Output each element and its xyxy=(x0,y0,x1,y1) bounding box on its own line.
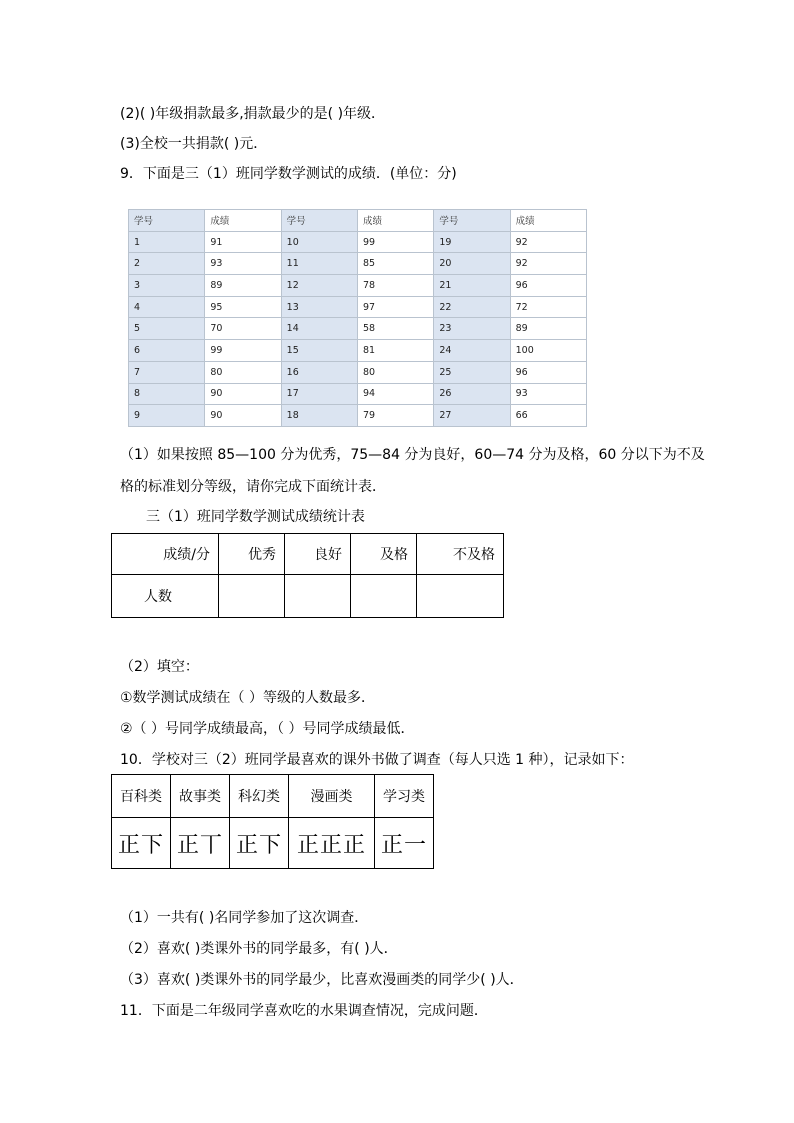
question-10-title: 10．学校对三（2）班同学最喜欢的课外书做了调查（每人只选 1 种），记录如下： xyxy=(120,752,634,768)
score-cell: 100 xyxy=(510,340,586,362)
stat-table-title: 三（1）班同学数学测试成绩统计表 xyxy=(146,509,365,525)
header-cell: 漫画类 xyxy=(289,775,375,818)
student-id-cell: 21 xyxy=(434,275,510,297)
student-id-cell: 13 xyxy=(281,296,357,318)
table-row xyxy=(129,383,587,405)
books-table-tally-row xyxy=(112,818,434,869)
score-cell: 91 xyxy=(205,231,281,253)
score-cell: 96 xyxy=(510,361,586,383)
student-id-cell: 10 xyxy=(281,231,357,253)
table-row xyxy=(129,275,587,297)
question-9-part-1-line-2: 格的标准划分等级，请你完成下面统计表． xyxy=(120,479,386,495)
scores-table xyxy=(128,209,587,427)
header-cell: 故事类 xyxy=(171,775,230,818)
answer-cell[interactable] xyxy=(417,575,504,618)
question-9-part-1-line-1: （1）如果按照 85—100 分为优秀，75—84 分为良好，60—74 分为及格，60 分以下为不及 xyxy=(120,447,705,463)
header-cell: 成绩 xyxy=(510,210,586,232)
question-9-part-2: （2）填空： xyxy=(120,659,199,675)
answer-cell[interactable] xyxy=(351,575,417,618)
student-id-cell: 11 xyxy=(281,253,357,275)
score-cell: 92 xyxy=(510,231,586,253)
question-9-part-2-item-2: ②（ ）号同学成绩最高，（ ）号同学成绩最低． xyxy=(120,721,415,737)
grade-stat-table xyxy=(111,533,504,618)
scores-table-header xyxy=(129,210,587,232)
books-table-header xyxy=(112,775,434,818)
header-cell: 不及格 xyxy=(417,534,504,575)
answer-cell[interactable] xyxy=(219,575,285,618)
score-cell: 80 xyxy=(357,361,433,383)
student-id-cell: 8 xyxy=(129,383,205,405)
score-cell: 85 xyxy=(357,253,433,275)
score-cell: 58 xyxy=(357,318,433,340)
student-id-cell: 22 xyxy=(434,296,510,318)
student-id-cell: 5 xyxy=(129,318,205,340)
tally-cell: 正下 xyxy=(112,818,171,869)
tally-cell: 正下 xyxy=(230,818,289,869)
table-row xyxy=(129,231,587,253)
score-cell: 90 xyxy=(205,405,281,427)
table-row xyxy=(129,253,587,275)
student-id-cell: 23 xyxy=(434,318,510,340)
student-id-cell: 4 xyxy=(129,296,205,318)
student-id-cell: 3 xyxy=(129,275,205,297)
student-id-cell: 6 xyxy=(129,340,205,362)
score-cell: 95 xyxy=(205,296,281,318)
table-row xyxy=(129,361,587,383)
score-cell: 96 xyxy=(510,275,586,297)
question-9-title: 9．下面是三（1）班同学数学测试的成绩．(单位：分) xyxy=(120,166,457,182)
score-cell: 89 xyxy=(510,318,586,340)
table-row xyxy=(129,340,587,362)
header-cell: 成绩 xyxy=(357,210,433,232)
score-cell: 93 xyxy=(510,383,586,405)
header-cell: 良好 xyxy=(285,534,351,575)
student-id-cell: 12 xyxy=(281,275,357,297)
score-cell: 66 xyxy=(510,405,586,427)
header-cell: 学号 xyxy=(129,210,205,232)
student-id-cell: 16 xyxy=(281,361,357,383)
student-id-cell: 14 xyxy=(281,318,357,340)
student-id-cell: 19 xyxy=(434,231,510,253)
question-8-part-3: (3)全校一共捐款( )元． xyxy=(120,136,268,152)
header-cell: 成绩/分 xyxy=(112,534,219,575)
score-cell: 70 xyxy=(205,318,281,340)
score-cell: 93 xyxy=(205,253,281,275)
table-row xyxy=(129,405,587,427)
student-id-cell: 27 xyxy=(434,405,510,427)
tally-cell: 正正正 xyxy=(289,818,375,869)
student-id-cell: 15 xyxy=(281,340,357,362)
table-row xyxy=(129,318,587,340)
student-id-cell: 20 xyxy=(434,253,510,275)
header-cell: 学号 xyxy=(281,210,357,232)
stat-table-header xyxy=(112,534,504,575)
question-10-part-2: （2）喜欢( )类课外书的同学最多，有( )人． xyxy=(120,941,398,957)
student-id-cell: 1 xyxy=(129,231,205,253)
score-cell: 72 xyxy=(510,296,586,318)
score-cell: 81 xyxy=(357,340,433,362)
header-cell: 优秀 xyxy=(219,534,285,575)
score-cell: 90 xyxy=(205,383,281,405)
header-cell: 百科类 xyxy=(112,775,171,818)
student-id-cell: 9 xyxy=(129,405,205,427)
student-id-cell: 24 xyxy=(434,340,510,362)
question-9-part-2-item-1: ①数学测试成绩在（ ）等级的人数最多． xyxy=(120,690,375,706)
score-cell: 99 xyxy=(357,231,433,253)
student-id-cell: 18 xyxy=(281,405,357,427)
header-cell: 学号 xyxy=(434,210,510,232)
question-11-title: 11．下面是二年级同学喜欢吃的水果调查情况，完成问题． xyxy=(120,1003,488,1019)
table-row xyxy=(129,296,587,318)
answer-cell[interactable] xyxy=(285,575,351,618)
student-id-cell: 17 xyxy=(281,383,357,405)
score-cell: 97 xyxy=(357,296,433,318)
score-cell: 78 xyxy=(357,275,433,297)
header-cell: 成绩 xyxy=(205,210,281,232)
score-cell: 89 xyxy=(205,275,281,297)
tally-cell: 正丅 xyxy=(171,818,230,869)
score-cell: 80 xyxy=(205,361,281,383)
score-cell: 99 xyxy=(205,340,281,362)
question-10-part-1: （1）一共有( )名同学参加了这次调查． xyxy=(120,910,369,926)
header-cell: 学习类 xyxy=(375,775,434,818)
tally-cell: 正一 xyxy=(375,818,434,869)
score-cell: 92 xyxy=(510,253,586,275)
student-id-cell: 25 xyxy=(434,361,510,383)
stat-table-count-row xyxy=(112,575,504,618)
row-label: 人数 xyxy=(112,575,219,618)
score-cell: 94 xyxy=(357,383,433,405)
student-id-cell: 26 xyxy=(434,383,510,405)
score-cell: 79 xyxy=(357,405,433,427)
books-tally-table xyxy=(111,774,434,869)
header-cell: 及格 xyxy=(351,534,417,575)
header-cell: 科幻类 xyxy=(230,775,289,818)
question-8-part-2: (2)( )年级捐款最多,捐款最少的是( )年级． xyxy=(120,106,386,122)
question-10-part-3: （3）喜欢( )类课外书的同学最少，比喜欢漫画类的同学少( )人． xyxy=(120,972,524,988)
student-id-cell: 7 xyxy=(129,361,205,383)
student-id-cell: 2 xyxy=(129,253,205,275)
